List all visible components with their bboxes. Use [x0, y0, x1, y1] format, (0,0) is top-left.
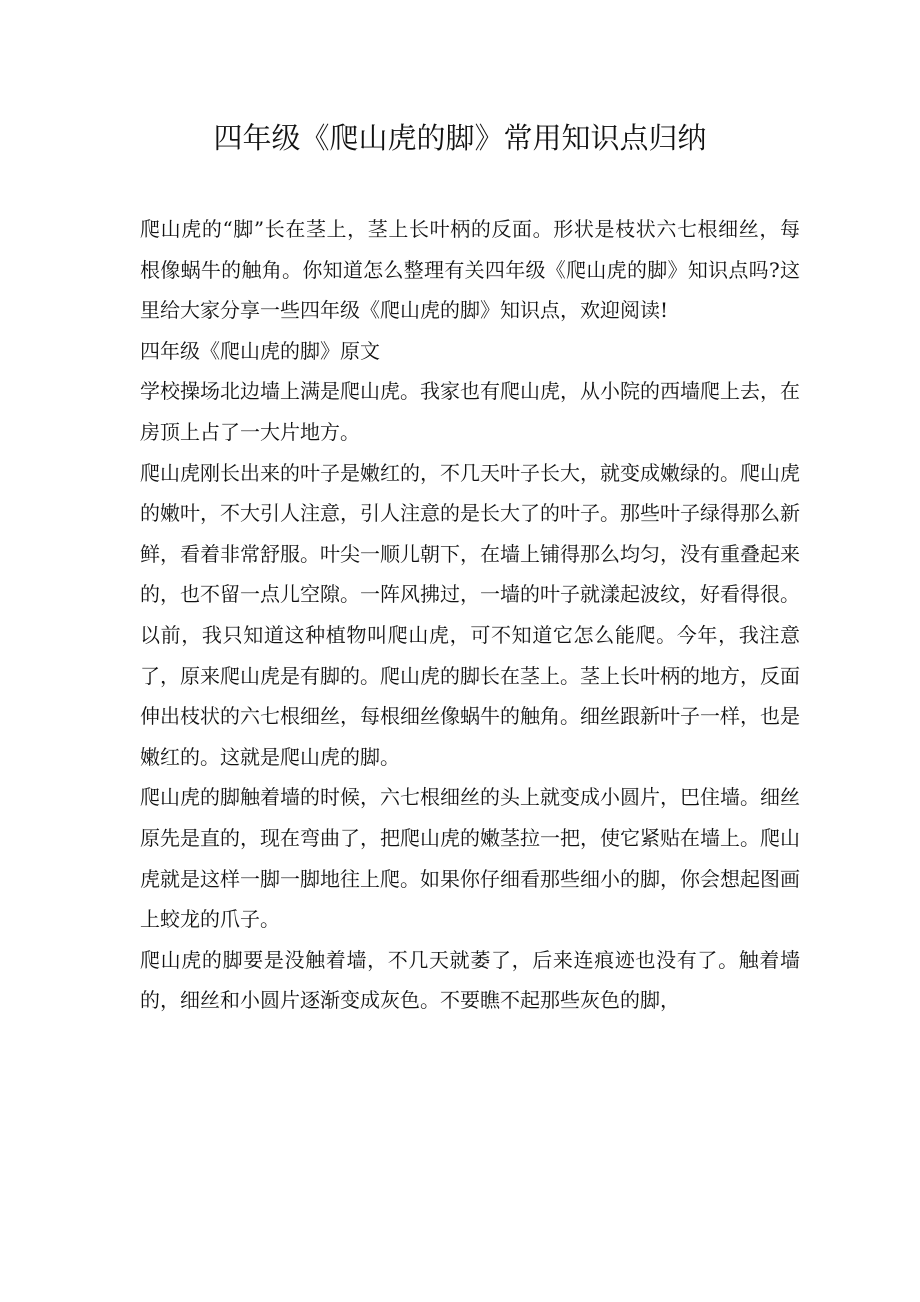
document-title: 四年级《爬山虎的脚》常用知识点归纳: [213, 121, 707, 155]
paragraph-1: 学校操场北边墙上满是爬山虎。我家也有爬山虎，从小院的西墙爬上去，在房顶上占了一大片地方。: [140, 379, 800, 444]
paragraph-3: 以前，我只知道这种植物叫爬山虎，可不知道它怎么能爬。今年，我注意了，原来爬山虎是有脚的。爬山虎的脚长在茎上。茎上长叶柄的地方，反面伸出枝状的六七根细丝，每根细丝像蜗牛的触角。细丝跟新叶子一样，也是嫩红的。这就是爬山虎的脚。: [140, 622, 800, 769]
paragraph-4: 爬山虎的脚触着墙的时候，六七根细丝的头上就变成小圆片，巴住墙。细丝原先是直的，现在弯曲了，把爬山虎的嫩茎拉一把，使它紧贴在墙上。爬山虎就是这样一脚一脚地往上爬。如果你仔细看那些细小的脚，你会想起图画上蛟龙的爪子。: [140, 785, 800, 932]
document-body: [140, 209, 800, 1021]
section-heading-original-text: 四年级《爬山虎的脚》原文: [140, 338, 380, 363]
paragraph-intro: 爬山虎的“脚”长在茎上，茎上长叶柄的反面。形状是枝状六七根细丝，每根像蜗牛的触角。你知道怎么整理有关四年级《爬山虎的脚》知识点吗?这里给大家分享一些四年级《爬山虎的脚》知识点，欢迎阅读!: [140, 217, 800, 323]
paragraph-2: 爬山虎刚长出来的叶子是嫩红的，不几天叶子长大，就变成嫩绿的。爬山虎的嫩叶，不大引人注意，引人注意的是长大了的叶子。那些叶子绿得那么新鲜，看着非常舒服。叶尖一顺儿朝下，在墙上铺得那么均匀，没有重叠起来的，也不留一点儿空隙。一阵风拂过，一墙的叶子就漾起波纹，好看得很。: [140, 460, 800, 607]
paragraph-5: 爬山虎的脚要是没触着墙，不几天就萎了，后来连痕迹也没有了。触着墙的，细丝和小圆片逐渐变成灰色。不要瞧不起那些灰色的脚，: [140, 947, 800, 1013]
